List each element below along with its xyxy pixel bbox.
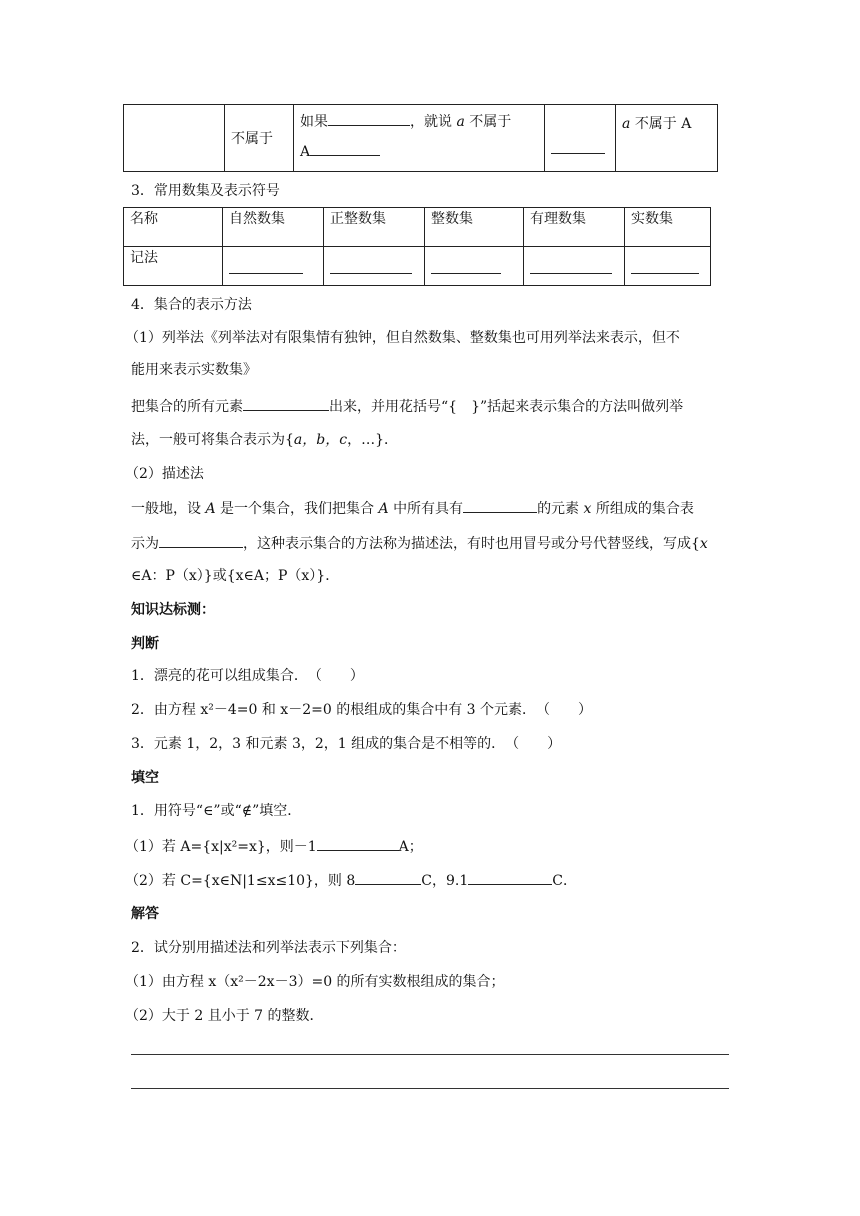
enumeration-line1: （1）列举法《列举法对有限集情有独钟，但自然数集、整数集也可用列举法来表示，但不: [125, 330, 680, 346]
header-real: 实数集: [625, 208, 711, 247]
symbol-cell: [545, 105, 616, 172]
empty-cell: [124, 105, 225, 172]
section4-heading: 4．集合的表示方法: [131, 297, 252, 313]
blank-definition: [328, 111, 410, 126]
var-a: a: [456, 114, 465, 130]
reading-text: 不属于 A: [634, 116, 692, 132]
description-para-line2: 示为 ，这种表示集合的方法称为描述法，有时也用冒号或分号代替竖线，写成{x: [131, 533, 708, 554]
answer-instruction: 2．试分别用描述法和列举法表示下列集合：: [131, 940, 406, 956]
header-integer: 整数集: [425, 208, 524, 247]
fill-instruction: 1．用符号“∈”或“∉”填空．: [131, 803, 302, 819]
blank-definition-2: [310, 141, 380, 156]
notation-natural: [223, 247, 324, 286]
description-para-line3: ∈A：P（x）}或{x∈A；P（x）}．: [131, 568, 340, 584]
description-heading: （2）描述法: [125, 466, 204, 482]
blank-fill-1: [317, 836, 399, 851]
enumeration-para-line2: 法，一般可将集合表示为{a，b，c，…}．: [131, 432, 398, 448]
then-text: ，就说: [410, 114, 452, 130]
answer-question-1: （1）由方程 x（x²－2x－3）=0 的所有实数根组成的集合；: [125, 974, 505, 990]
row-label-notation: 记法: [124, 247, 223, 286]
section3-heading: 3．常用数集及表示符号: [131, 183, 280, 199]
header-positive-integer: 正整数集: [324, 208, 425, 247]
judge-item-3: 3．元素 1，2，3 和元素 3，2，1 组成的集合是不相等的． （ ）: [131, 736, 562, 752]
blank-fill-2: [355, 870, 421, 885]
description-para-line1: 一般地，设 A 是一个集合，我们把集合 A 中所有具有 的元素 x 所组成的集合表: [131, 498, 694, 519]
header-natural: 自然数集: [223, 208, 324, 247]
header-rational: 有理数集: [524, 208, 625, 247]
answer-heading: 解答: [131, 906, 159, 922]
notation-real: [625, 247, 711, 286]
not-belong-cell: [225, 105, 294, 172]
membership-table: [123, 104, 718, 172]
header-name: 名称: [124, 208, 223, 247]
not-belong-label: 不属于: [231, 131, 273, 147]
if-text: 如果: [300, 114, 328, 130]
reading-cell: [616, 105, 718, 172]
not-belong-text: 不属于: [469, 114, 512, 130]
answer-line-1: [131, 1054, 729, 1055]
notation-integer: [425, 247, 524, 286]
judge-item-2: 2．由方程 x²－4=0 和 x－2=0 的根组成的集合中有 3 个元素． （ ）: [131, 702, 593, 718]
answer-line-2: [131, 1088, 729, 1089]
answer-question-2: （2）大于 2 且小于 7 的整数．: [125, 1008, 324, 1024]
fill-question-1: （1）若 A={x|x²=x}，则－1 A；: [125, 836, 423, 857]
notation-positive-integer: [324, 247, 425, 286]
blank-list: [243, 396, 329, 411]
blank-symbol: [551, 139, 605, 154]
test-heading: 知识达标测：: [131, 602, 215, 618]
fill-heading: 填空: [131, 770, 159, 786]
blank-property: [463, 498, 537, 513]
set-a: A: [300, 144, 311, 160]
judge-item-1: 1．漂亮的花可以组成集合． （ ）: [131, 668, 364, 684]
enumeration-para-line1: 把集合的所有元素 出来，并用花括号“{ }”括起来表示集合的方法叫做列举: [131, 396, 683, 417]
var-a-2: a: [622, 116, 631, 132]
notation-rational: [524, 247, 625, 286]
blank-notation: [159, 533, 243, 548]
definition-cell: [294, 105, 545, 172]
enumeration-line2: 能用来表示实数集》: [131, 362, 257, 378]
number-sets-table: [123, 207, 711, 286]
judge-heading: 判断: [131, 636, 159, 652]
fill-question-2: （2）若 C={x∈N|1≤x≤10}，则 8 C，9.1 C．: [125, 870, 577, 891]
blank-fill-3: [468, 870, 552, 885]
